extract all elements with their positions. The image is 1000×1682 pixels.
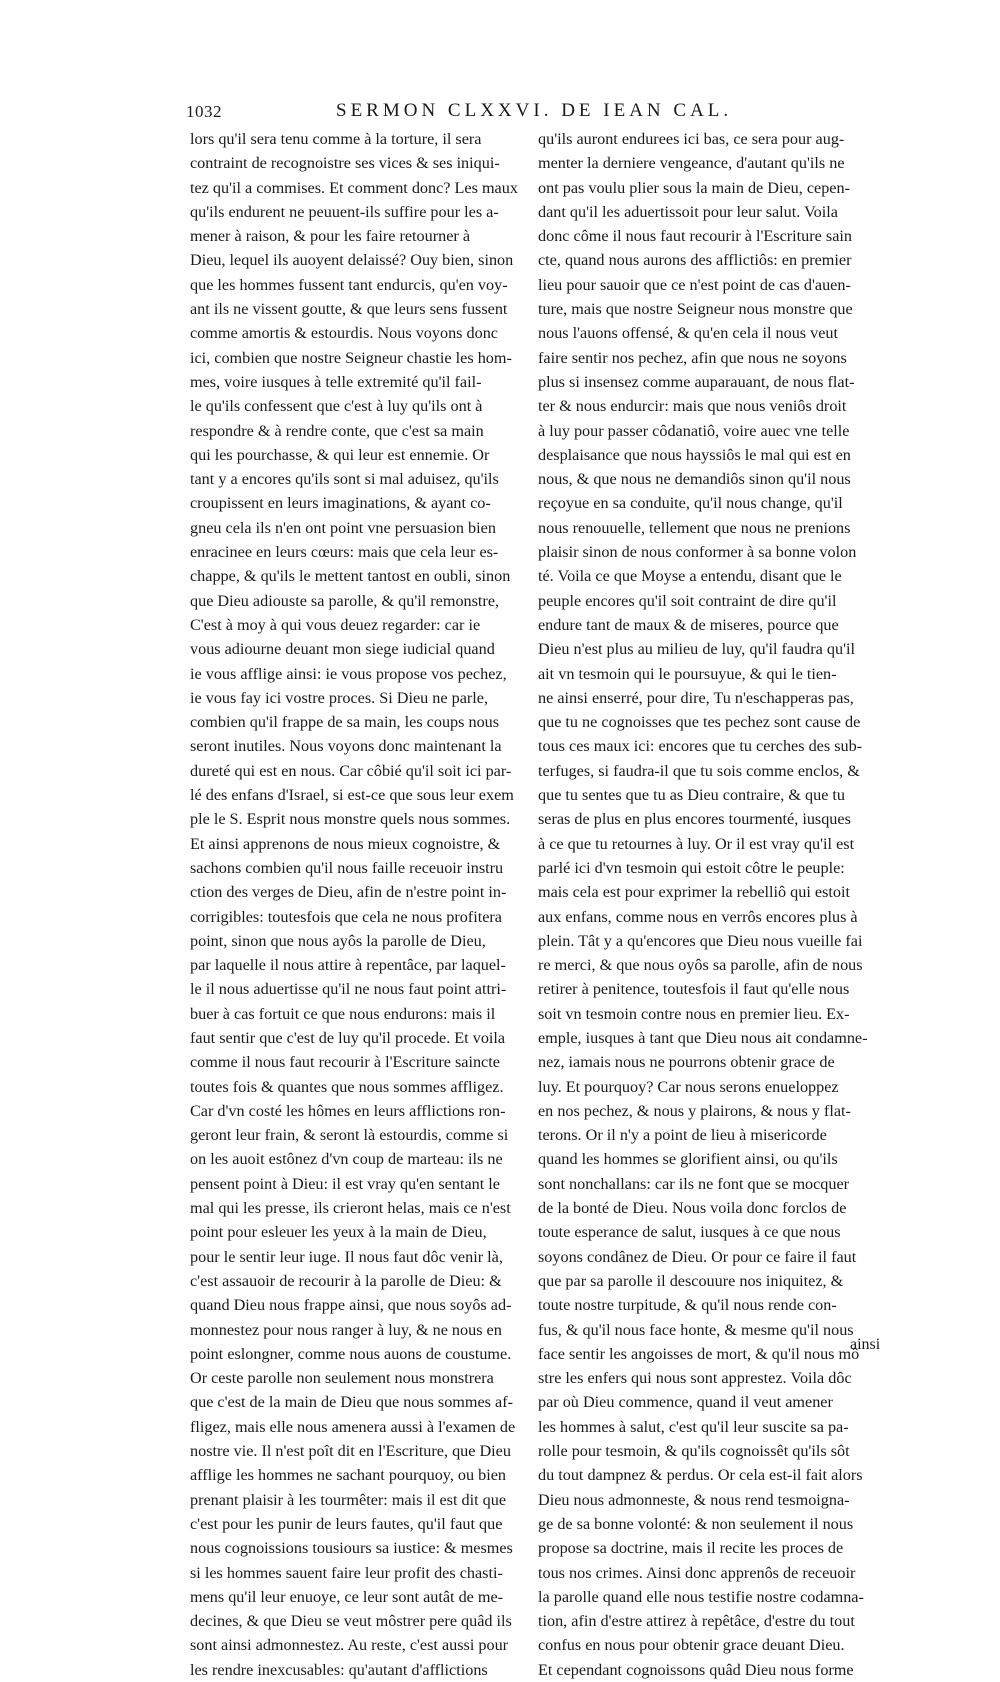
right-column-line: emple, iusques à tant que Dieu nous ait condamne- [538,1028,868,1047]
right-column-line: luy. Et pourquoy? Car nous serons enueloppez [538,1077,839,1096]
right-column-line: parlé ici d'vn tesmoin qui estoit côtre le peuple: [538,858,845,877]
left-column-line: geront leur frain, & seront là estourdis, comme si [190,1126,509,1145]
page-number: 1032 [186,102,222,121]
right-column-line: ter & nous endurcir: mais que nous veniôs droit [538,397,847,416]
running-title: SERMON CLXXVI. DE IEAN CAL. [336,100,733,121]
left-column-line: vous adiourne deuant mon siege iudicial quand [190,640,495,659]
left-column-line: tant y a encores qu'ils sont si mal aduisez, qu'ils [190,470,499,489]
left-column-line: sachons combien qu'il nous faille receuoir instru [190,858,504,877]
right-column-line: nous l'auons offensé, & qu'en cela il nous veut [538,324,838,343]
left-column-line: contraint de recognoistre ses vices & ses iniqui- [190,154,500,173]
left-column-line: croupissent en leurs imaginations, & ayant co- [190,494,491,513]
right-column-line: té. Voila ce que Moyse a entendu, disant que le [538,567,842,586]
left-column-line: comme amortis & estourdis. Nous voyons donc [190,324,498,343]
right-column-line: face sentir les angoisses de mort, & qu'il nous mô [538,1344,860,1363]
right-column-line: propose sa doctrine, mais il recite les proces de [538,1539,844,1558]
right-column-line: faire sentir nos pechez, afin que nous ne soyons [538,348,847,367]
left-column-line: par laquelle il nous attire à repentâce, par laquel- [190,956,506,975]
left-column-line: point pour esleuer les yeux à la main de Dieu, [190,1223,487,1242]
left-column-line: ant ils ne vissent goutte, & que leurs sens fussent [190,300,508,319]
left-column-line: mes, voire iusques à telle extremité qu'il fail- [190,372,482,391]
right-column-line: nez, iamais nous ne pourrons obtenir grace de [538,1053,835,1072]
left-column-line: c'est pour les punir de leurs fautes, qu'il faut que [190,1514,503,1533]
left-column-line: chappe, & qu'ils le mettent tantost en oubli, sinon [190,567,511,586]
left-column-line: le qu'ils confessent que c'est à luy qu'ils ont à [190,397,483,416]
left-column-line: corrigibles: toutesfois que cela ne nous profitera [190,907,502,926]
right-column-line: aux enfans, comme nous en verrôs encores plus à [538,907,858,926]
left-column-line: mal qui les presse, ils crieront helas, mais ce n'est [190,1199,511,1218]
left-column-line: que c'est de la main de Dieu que nous sommes af- [190,1393,513,1412]
left-column-line: prenant plaisir à les tourmêter: mais il est dit que [190,1490,507,1509]
right-column-line: plein. Tât y a qu'encores que Dieu nous vueille fai [538,931,863,950]
left-column-line: tez qu'il a commises. Et comment donc? Les maux [190,178,518,197]
left-column-line: seront inutiles. Nous voyons donc maintenant la [190,737,502,756]
right-column-line: à ce que tu retournes à luy. Or il est vray qu'il est [538,834,855,853]
right-column-line: ne ainsi enserré, pour dire, Tu n'eschapperas pas, [538,688,854,707]
right-column-line: reçoyue en sa conduite, qu'il nous change, qu'il [538,494,843,513]
right-column-line: menter la derniere vengeance, d'autant qu'ils ne [538,154,845,173]
right-column-line: re merci, & que nous oyôs sa parolle, afin de nous [538,956,863,975]
right-column-line: dant qu'il les aduertissoit pour leur salut. Voila [538,202,838,221]
left-column-line: point eslongner, comme nous auons de coustume. [190,1344,512,1363]
right-column-line: par où Dieu commence, quand il veut amener [538,1393,833,1412]
right-column-line: à luy pour passer côdanatiô, voire auec vne telle [538,421,850,440]
right-column-line: cte, quand nous aurons des afflictiôs: en premier [538,251,852,270]
left-column-line: combien qu'il frappe de sa main, les coups nous [190,713,500,732]
right-column-line: la parolle quand elle nous testifie nostre codamna- [538,1587,864,1606]
right-column-line: en nos pechez, & nous y plairons, & nous y flat- [538,1101,851,1120]
right-column-line: que par sa parolle il descouure nos iniquitez, & [538,1271,844,1290]
right-column-line: nous renouuelle, tellement que nous ne prenions [538,518,851,537]
right-column-line: donc côme il nous faut recourir à l'Escriture sain [538,227,852,246]
left-column-line: sont ainsi admonnestez. Au reste, c'est aussi pour [190,1636,509,1655]
right-column-line: nous, & que nous ne demandiôs sinon qu'il nous [538,470,851,489]
left-column-line: afflige les hommes ne sachant pourquoy, ou bien [190,1466,507,1485]
left-column-line: gneu cela ils n'en ont point vne persuasion bien [190,518,496,537]
left-column-line: pour le sentir leur iuge. Il nous faut dôc venir là, [190,1247,503,1266]
right-column-line: de la bonté de Dieu. Nous voila donc forclos de [538,1199,847,1218]
right-column-line: que tu sentes que tu as Dieu contraire, & que tu [538,786,846,805]
right-column-line: les hommes à salut, c'est qu'il leur suscite sa pa- [538,1417,849,1436]
right-column-line: du tout dampnez & perdus. Or cela est-il fait alors [538,1466,863,1485]
left-column-line: comme il nous faut recourir à l'Escriture saincte [190,1053,500,1072]
left-column-line: mener à raison, & pour les faire retourner à [190,227,471,246]
left-column-line: le il nous aduertisse qu'il ne nous faut point attri- [190,980,507,999]
right-column-line: tous ces maux ici: encores que tu cerches des sub- [538,737,863,756]
right-column-line: toute nostre turpitude, & qu'il nous rende con- [538,1296,837,1315]
right-column-line: quand les hommes se glorifient ainsi, ou qu'ils [538,1150,838,1169]
right-column-line: peuple encores qu'il soit contraint de dire qu'il [538,591,837,610]
left-column-line: ie vous fay ici vostre proces. Si Dieu ne parle, [190,688,489,707]
right-column-line: ture, mais que nostre Seigneur nous monstre que [538,300,853,319]
right-column-line: sont nonchallans: car ils ne font que se mocquer [538,1174,850,1193]
catchword: ainsi [850,1336,881,1353]
left-column-line: Dieu, lequel ils auoyent delaissé? Ouy bien, sinon [190,251,514,270]
running-head [186,100,906,126]
left-column-line: Car d'vn costé les hômes en leurs afflictions ron- [190,1101,506,1120]
right-column-line: qu'ils auront endurees ici bas, ce sera pour aug- [538,130,845,148]
left-column-line: ple le S. Esprit nous monstre quels nous sommes. [190,810,511,829]
left-column-line: decines, & que Dieu se veut môstrer pere quâd ils [190,1612,512,1631]
left-column-line: faut sentir que c'est de luy qu'il procede. Et voila [190,1028,506,1047]
left-column-line: si les hommes sauent faire leur profit des chasti- [190,1563,503,1582]
right-column-line: tion, afin d'estre attirez à repêtâce, d'estre du tout [538,1612,855,1631]
left-column-line: point, sinon que nous ayôs la parolle de Dieu, [190,931,486,950]
left-column-line: ici, combien que nostre Seigneur chastie les hom- [190,348,512,367]
right-column-line: endure tant de maux & de miseres, pource que [538,615,839,634]
right-column-line: terfuges, si faudra-il que tu sois comme enclos, & [538,761,860,780]
left-column [190,127,542,1682]
right-column-line: Dieu nous admonneste, & nous rend tesmoigna- [538,1490,850,1509]
left-column-line: fligez, mais elle nous amenera aussi à l'examen de [190,1417,516,1436]
left-column-line: nostre vie. Il n'est poît dit en l'Escriture, que Dieu [190,1442,511,1461]
left-column-line: quand Dieu nous frappe ainsi, que nous soyôs ad- [190,1296,512,1315]
left-column-line: respondre & à rendre conte, que c'est sa main [190,421,484,440]
right-column-line: soit vn tesmoin contre nous en premier lieu. Ex- [538,1004,850,1023]
right-column-line: lieu pour sauoir que ce n'est point de cas d'auen- [538,275,851,294]
right-column-line: retirer à penitence, toutesfois il faut qu'elle nous [538,980,850,999]
left-column-line: pensent point à Dieu: il est vray qu'en sentant le [190,1174,500,1193]
right-column-line: mais cela est pour exprimer la rebelliô qui estoit [538,883,850,902]
right-column-line: ait vn tesmoin qui le poursuyue, & qui le tien- [538,664,837,683]
left-column-line: on les auoit estônez d'vn coup de marteau: ils ne [190,1150,503,1169]
left-column-line: toutes fois & quantes que nous sommes affligez. [190,1077,504,1096]
left-column-line: ction des verges de Dieu, afin de n'estre point in- [190,883,507,902]
right-column [538,127,890,1682]
right-column-line: Et cependant cognoissons quâd Dieu nous forme [538,1660,854,1679]
left-column-line: que Dieu adiouste sa parolle, & qu'il remonstre, [190,591,500,610]
right-column-line: stre les enfers qui nous sont apprestez. Voila dôc [538,1369,852,1388]
right-column-line: terons. Or il n'y a point de lieu à misericorde [538,1126,827,1145]
left-column-line: buer à cas fortuit ce que nous endurons: mais il [190,1004,496,1023]
right-column-line: desplaisance que nous hayssiôs le mal qui est en [538,445,851,464]
left-column-line: lé des enfans d'Israel, si est-ce que sous leur exem [190,786,514,805]
right-column-line: confus en nous pour obtenir grace deuant Dieu. [538,1636,845,1655]
left-column-line: Or ceste parolle non seulement nous monstrera [190,1369,494,1388]
left-column-line: lors qu'il sera tenu comme à la torture, il sera [190,130,482,148]
right-column-line: fus, & qu'il nous face honte, & mesme qu'il nous [538,1320,854,1339]
right-column-line: plaisir sinon de nous conformer à sa bonne volon [538,543,857,562]
right-column-line: tous nos crimes. Ainsi donc apprenôs de receuoir [538,1563,856,1582]
left-column-line: nous cognoissions tousiours sa iustice: & mesmes [190,1539,513,1558]
left-column-line: que les hommes fussent tant endurcis, qu'en voy- [190,275,508,294]
right-column-line: rolle pour tesmoin, & qu'ils cognoissêt qu'ils sôt [538,1442,850,1461]
right-column-line: Dieu n'est plus au milieu de luy, qu'il faudra qu'il [538,640,855,659]
right-column-line: que tu ne cognoisses que tes pechez sont cause de [538,713,861,732]
right-column-line: soyons condânez de Dieu. Or pour ce faire il faut [538,1247,857,1266]
left-column-line: dureté qui est en nous. Car côbié qu'il soit ici par- [190,761,512,780]
right-column-line: ge de sa bonne volonté: & non seulement il nous [538,1514,854,1533]
right-column-line: toute esperance de salut, iusques à ce que nous [538,1223,841,1242]
right-column-line: ont pas voulu plier sous la main de Dieu, cepen- [538,178,850,197]
left-column-line: les rendre inexcusables: qu'autant d'afflictions [190,1660,488,1679]
left-column-line: monnestez pour nous ranger à luy, & ne nous en [190,1320,502,1339]
left-column-line: c'est assauoir de recourir à la parolle de Dieu: & [190,1271,502,1290]
left-column-line: C'est à moy à qui vous deuez regarder: car ie [190,615,481,634]
left-column-line: enracinee en leurs cœurs: mais que cela leur es- [190,543,499,562]
right-column-line: seras de plus en plus encores tourmenté, iusques [538,810,851,829]
left-column-line: Et ainsi apprenons de nous mieux cognoistre, & [190,834,501,853]
right-column-line: plus si insensez comme auparauant, de nous flat- [538,372,855,391]
left-column-line: qu'ils endurent ne peuuent-ils suffire pour les a- [190,202,499,221]
left-column-line: ie vous afflige ainsi: ie vous propose vos pechez, [190,664,507,683]
left-column-line: mens qu'il leur enuoye, ce leur sont autât de me- [190,1587,504,1606]
left-column-line: qui les pourchasse, & qui leur est ennemie. Or [190,445,490,464]
